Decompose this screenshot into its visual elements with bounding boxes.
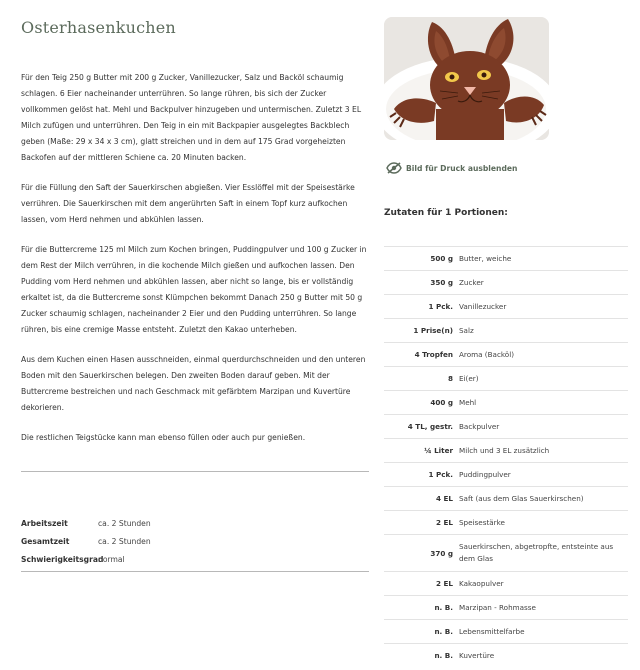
instruction-step: Aus dem Kuchen einen Hasen ausschneiden, einmal querdurchschneiden und den unteren Boden mit den Sauerkirschen belegen. Den zweiten Boden darauf geben. Mit der Buttercreme bestreichen und nach Geschmack mit gefärbtem Marzipan und Kuvertüre dekorieren.	[21, 355, 366, 412]
recipe-sidebar	[384, 17, 628, 660]
table-row	[384, 318, 628, 342]
instruction-step: Für die Buttercreme 125 ml Milch zum Kochen bringen, Puddingpulver und 100 g Zucker in dem Rest der Milch verrühren, in die kochende Milch gießen und aufkochen lassen. Den Pudding vom Herd nehmen und abkühlen lassen, aber nicht so lange, bis er vollständig erkaltet ist, da die Buttercreme sonst Klümpchen bekommt Danach 250 g Butter mit 50 g Zucker schaumig schlagen, nacheinander 2 Eier und den Pudding unterrühren. So lange rühren, bis eine cremige Masse entsteht. Zuletzt den Kakao unterheben.	[21, 245, 367, 334]
ingredient-amount: 400 g	[430, 398, 453, 407]
ingredient-amount: 8	[447, 374, 453, 383]
ingredient-amount: 2 EL	[436, 518, 453, 527]
ingredient-name: Butter, weiche	[459, 253, 512, 263]
instructions	[21, 70, 369, 460]
ingredient-amount: n. B.	[434, 603, 453, 612]
meta-value: ca. 2 Stunden	[98, 518, 151, 528]
ingredient-amount: 4 Tropfen	[414, 350, 453, 359]
ingredient-name: Mehl	[459, 397, 477, 407]
ingredient-name: Speisestärke	[459, 517, 505, 527]
ingredient-name: Salz	[459, 325, 474, 335]
ingredient-amount: 4 TL, gestr.	[407, 422, 453, 431]
ingredient-amount: 1 Pck.	[428, 302, 453, 311]
ingredient-name: Marzipan - Rohmasse	[459, 602, 536, 612]
table-row	[384, 342, 628, 366]
ingredient-amount: n. B.	[434, 651, 453, 660]
table-row	[384, 414, 628, 438]
recipe-main	[21, 18, 369, 564]
ingredient-name: Saft (aus dem Glas Sauerkirschen)	[459, 493, 584, 503]
ingredient-name: Zucker	[459, 277, 484, 287]
table-row	[384, 643, 628, 667]
meta-value: ca. 2 Stunden	[98, 536, 151, 546]
ingredients-table	[384, 246, 628, 667]
meta-label: Gesamtzeit	[21, 536, 70, 546]
meta-row-arbeitszeit	[21, 514, 369, 532]
table-row	[384, 270, 628, 294]
ingredient-amount: ¼ Liter	[424, 446, 453, 455]
ingredient-name: Ei(er)	[459, 373, 479, 383]
hide-image-toggle[interactable]	[386, 162, 517, 174]
ingredient-name: Puddingpulver	[459, 469, 511, 479]
ingredient-amount: 1 Pck.	[428, 470, 453, 479]
divider	[21, 571, 369, 572]
table-row	[384, 438, 628, 462]
table-row	[384, 294, 628, 318]
recipe-photo	[384, 17, 549, 140]
table-row	[384, 595, 628, 619]
instruction-step: Für den Teig 250 g Butter mit 200 g Zucker, Vanillezucker, Salz und Backöl schaumig schlagen. 6 Eier nacheinander unterrühren. So lange rühren, bis sich der Zucker vollkommen gelöst hat. Mehl und Backpulver hinzugeben und untermischen. Zuletzt 3 EL Milch zufügen und unterrühren. Den Teig in ein mit Backpapier ausgelegtes Backblech geben (Maße: 29 x 34 x 3 cm), glatt streichen und in dem auf 175 Grad vorgeheizten Backofen auf der mittleren Schiene ca. 20 Minuten backen.	[21, 73, 362, 162]
hide-image-label: Bild für Druck ausblenden	[406, 163, 518, 173]
meta-value: normal	[98, 554, 125, 564]
page-title: Osterhasenkuchen	[21, 18, 176, 37]
ingredient-name: Backpulver	[459, 421, 500, 431]
table-row	[384, 246, 628, 270]
ingredient-name: Kuvertüre	[459, 650, 495, 660]
ingredient-amount: n. B.	[434, 627, 453, 636]
table-row	[384, 390, 628, 414]
ingredient-name: Kakaopulver	[459, 578, 504, 588]
table-row	[384, 462, 628, 486]
meta-label: Arbeitszeit	[21, 518, 68, 528]
meta-row-gesamtzeit	[21, 532, 369, 550]
instruction-step: Für die Füllung den Saft der Sauerkirschen abgießen. Vier Esslöffel mit der Speisestärke verrühren. Die Sauerkirschen mit dem angerührten Saft in einem Topf kurz aufkochen lassen, vom Herd nehmen und abkühlen lassen.	[21, 183, 355, 224]
ingredient-amount: 350 g	[430, 278, 453, 287]
ingredient-amount: 500 g	[430, 254, 453, 263]
table-row	[384, 619, 628, 643]
table-row	[384, 534, 628, 571]
table-row	[384, 571, 628, 595]
ingredient-name: Vanillezucker	[459, 301, 507, 311]
table-row	[384, 486, 628, 510]
table-row	[384, 366, 628, 390]
ingredient-amount: 1 Prise(n)	[413, 326, 453, 335]
divider	[21, 471, 369, 472]
eye-slash-icon	[386, 162, 402, 174]
meta-label: Schwierigkeitsgrad	[21, 554, 104, 564]
ingredient-name: Lebensmittelfarbe	[459, 626, 525, 636]
recipe-meta	[21, 514, 369, 568]
table-row	[384, 510, 628, 534]
ingredient-amount: 370 g	[430, 548, 453, 558]
ingredients-heading: Zutaten für 1 Portionen:	[384, 208, 508, 218]
bunny-cake-image	[384, 17, 549, 140]
meta-row-schwierigkeitsgrad	[21, 550, 369, 568]
ingredient-name: Sauerkirschen, abgetropfte, entsteinte aus dem Glas	[459, 542, 614, 563]
instruction-step: Die restlichen Teigstücke kann man ebenso füllen oder auch pur genießen.	[21, 433, 306, 442]
ingredient-amount: 4 EL	[436, 494, 453, 503]
ingredient-name: Milch und 3 EL zusätzlich	[459, 445, 550, 455]
ingredient-name: Aroma (Backöl)	[459, 349, 514, 359]
ingredient-amount: 2 EL	[436, 579, 453, 588]
